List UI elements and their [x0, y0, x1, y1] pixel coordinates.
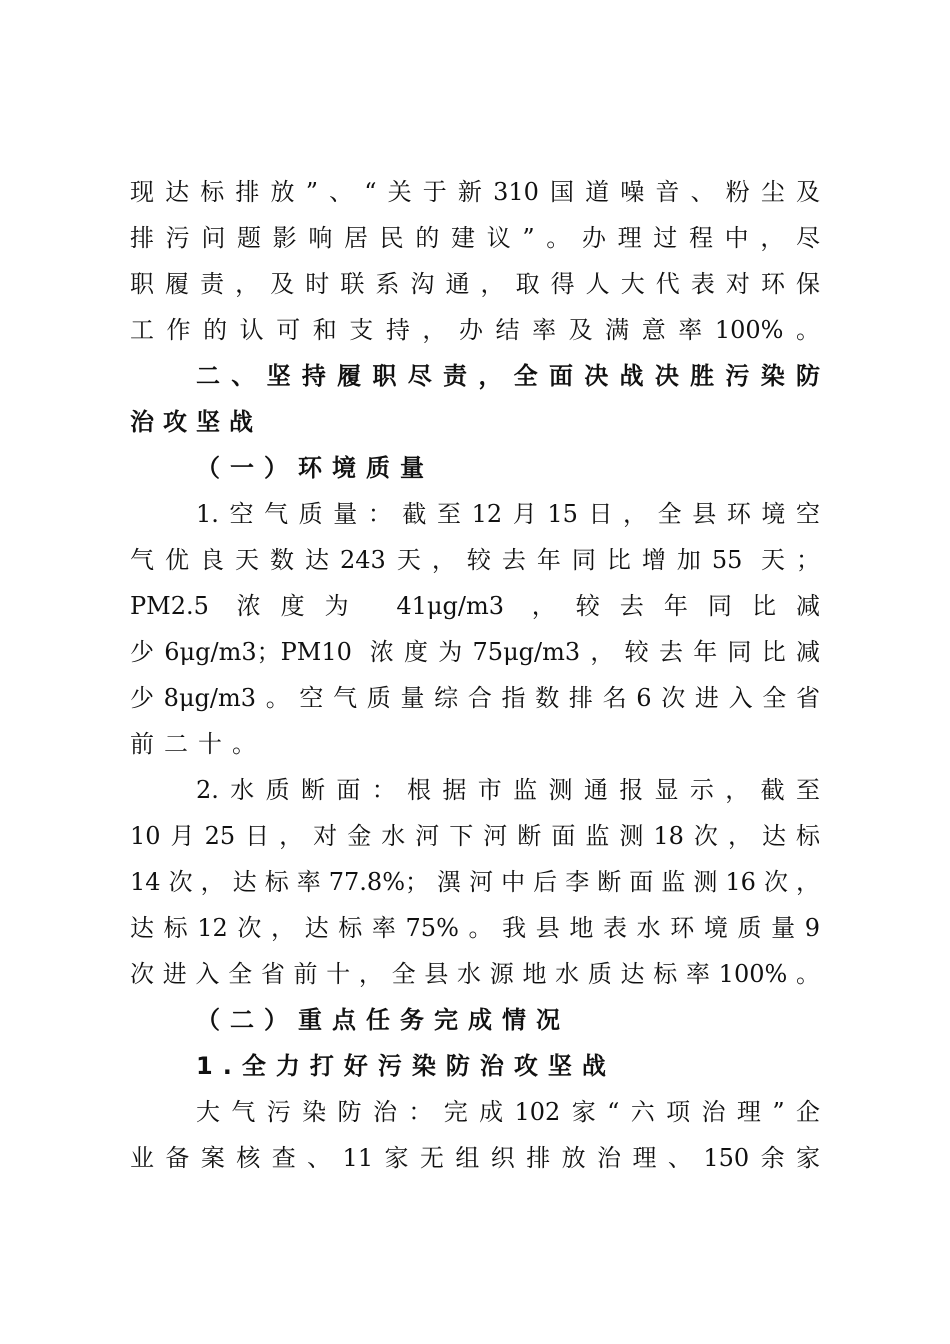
text-line-water-5: 次进入全省前十，全县水源地水质达标率100%。: [130, 960, 820, 988]
text-line-air-pollution-2: 业备案核查、11家无组织排放治理、150余家: [130, 1144, 820, 1172]
subsection-heading-2: （二）重点任务完成情况: [196, 1006, 570, 1034]
text-line-water-3: 14次，达标率77.8%；潩河中后李断面监测16次，: [130, 868, 820, 896]
text-line-2: 排污问题影响居民的建议”。办理过程中，尽: [130, 224, 820, 252]
subsection-heading-1: （一）环境质量: [196, 454, 434, 482]
text-line-air-3: PM2.5 浓度为 41μg/m3 ，较去年同比减: [130, 592, 820, 620]
text-line-water-2: 10月25日，对金水河下河断面监测18次，达标: [130, 822, 820, 850]
text-line-1: 现达标排放”、“关于新310国道噪音、粉尘及: [130, 178, 820, 206]
text-line-air-4: 少6μg/m3；PM10 浓度为75μg/m3，较去年同比减: [130, 638, 820, 666]
text-line-air-pollution-1: 大气污染防治：完成102家“六项治理”企: [196, 1098, 820, 1126]
text-line-water-1: 2.水质断面：根据市监测通报显示，截至: [196, 776, 820, 804]
text-line-air-1: 1.空气质量：截至12月15日，全县环境空: [196, 500, 820, 528]
text-line-air-2: 气优良天数达243天，较去年同比增加55 天；: [130, 546, 820, 574]
text-line-air-6: 前二十。: [130, 730, 266, 758]
text-line-3: 职履责，及时联系沟通，取得人大代表对环保: [130, 270, 820, 298]
subsection-heading-2-1: 1.全力打好污染防治攻坚战: [196, 1052, 616, 1080]
text-line-air-5: 少8μg/m3。空气质量综合指数排名6次进入全省: [130, 684, 820, 712]
text-line-water-4: 达标12次，达标率75%。我县地表水环境质量9: [130, 914, 820, 942]
section-heading-2: 二、坚持履职尽责，全面决战决胜污染防: [196, 362, 820, 390]
text-line-4: 工作的认可和支持，办结率及满意率100%。: [130, 316, 820, 344]
section-heading-2-cont: 治攻坚战: [130, 408, 262, 436]
